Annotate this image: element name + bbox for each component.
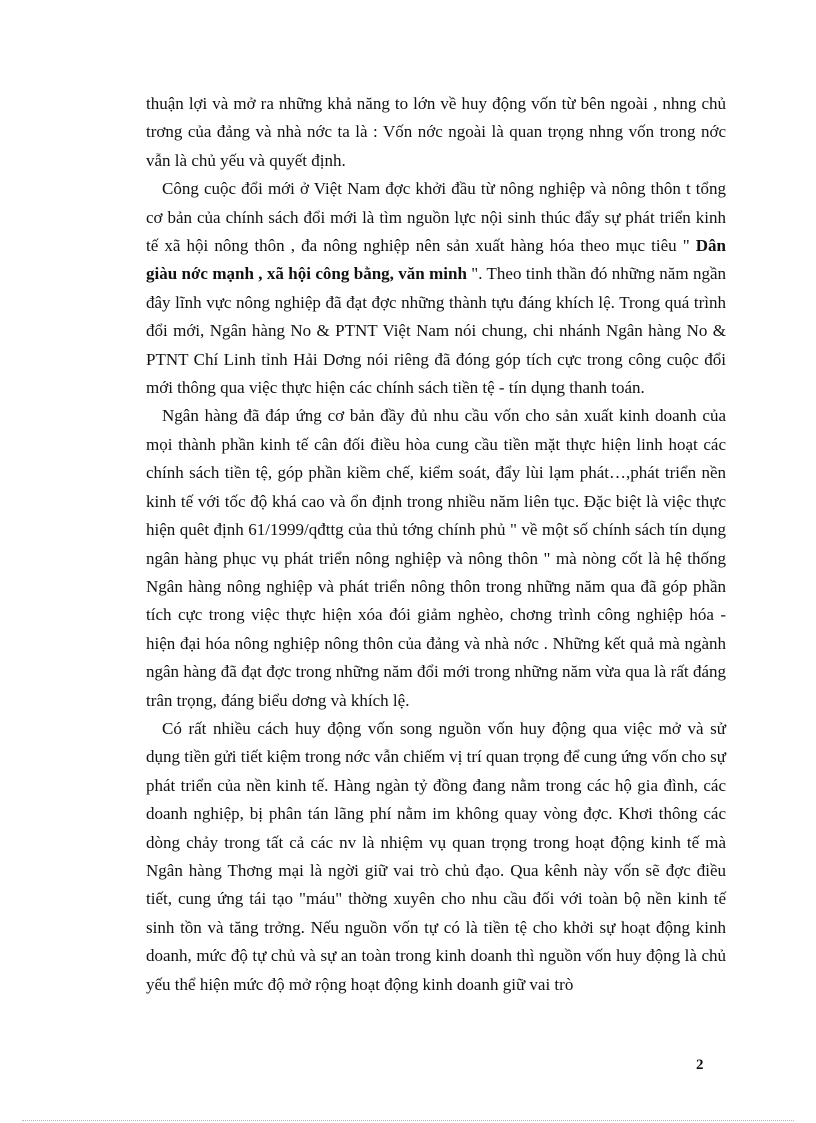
paragraph-4: Có rất nhiều cách huy động vốn song nguồn vốn huy động qua việc mở và sử dụng tiền gửi tiết kiệm trong nớc vẫn chiếm vị trí quan trọng để cung ứng vốn cho sự phát triển của nền kinh tế. Hàng ngàn tỷ đồng đang nằm trong các hộ gia đình, các doanh nghiệp, bị phân tán lãng phí nằm im không quay vòng đợc. Khơi thông các dòng chảy trong tất cả các nv là nhiệm vụ quan trọng trong hoạt động kinh tế mà Ngân hàng Thơng mại là ngời giữ vai trò chủ đạo. Qua kênh này vốn sẽ đợc điều tiết, cung ứng tái tạo "máu" thờng xuyên cho nhu cầu đối với toàn bộ nền kinh tế sinh tồn và tăng trởng. Nếu nguồn vốn tự có là tiền tệ cho khởi sự hoạt động kinh doanh, mức độ tự chủ và sự an toàn trong kinh doanh thì nguồn vốn huy động là chủ yếu thể hiện mức độ mở rộng hoạt động kinh doanh giữ vai trò xyxy=(146,718,726,994)
paragraph-2 xyxy=(146,175,726,402)
page-bottom-divider xyxy=(22,1120,794,1121)
paragraph-3: Ngân hàng đã đáp ứng cơ bản đầy đủ nhu cầu vốn cho sản xuất kinh doanh của mọi thành phần kinh tế cân đối điều hòa cung cầu tiền mặt thực hiện linh hoạt các chính sách tiền tệ, góp phần kiềm chế, kiểm soát, đẩy lùi lạm phát…,phát triển nền kinh tế với tốc độ khá cao và ổn định trong nhiều năm liên tục. Đặc biệt là việc thực hiện quêt định 61/1999/qđttg của thủ tớng chính phủ " về một số chính sách tín dụng ngân hàng phục vụ phát triển nông nghiệp và nông thôn " mà nòng cốt là hệ thống Ngân hàng nông nghiệp và phát triển nông thôn trong những năm qua đã góp phần tích cực trong việc thực hiện xóa đói giảm nghèo, chơng trình công nghiệp hóa - hiện đại hóa nông nghiệp nông thôn của đảng và nhà nớc . Những kết quả mà ngành ngân hàng đã đạt đợc trong những năm đổi mới trong những năm vừa qua là rất đáng trân trọng, đáng biểu dơng và khích lệ. xyxy=(146,406,726,710)
paragraph-1: thuận lợi và mở ra những khả năng to lớn về huy động vốn từ bên ngoài , nhng chủ trơng của đảng và nhà nớc ta là : Vốn nớc ngoài là quan trọng nhng vốn trong nớc vẫn là chủ yếu và quyết định. xyxy=(146,94,726,170)
paragraph-2-emphasis: Dân giàu nớc mạnh , xã hội công bằng, văn minh xyxy=(146,236,726,284)
paragraph-2-text-after: ". Theo tinh thần đó những năm ngần đây lĩnh vực nông nghiệp đã đạt đợc những thành tựu đáng khích lệ. Trong quá trình đổi mới, Ngân hàng No & PTNT Việt Nam nói chung, chi nhánh Ngân hàng No & PTNT Chí Linh tỉnh Hải Dơng nói riêng đã đóng góp tích cực trong công cuộc đổi mới thông qua việc thực hiện các chính sách tiền tệ - tín dụng thanh toán. xyxy=(146,264,726,398)
page-number: 2 xyxy=(696,1057,704,1073)
document-body xyxy=(146,90,726,999)
paragraph-2-text-before: Công cuộc đổi mới ở Việt Nam đợc khởi đầu từ nông nghiệp và nông thôn t tổng cơ bản của chính sách đổi mới là tìm nguồn lực nội sinh thúc đẩy sự phát triển kinh tế xã hội nông thôn , đa nông nghiệp nên sản xuất hàng hóa theo mục tiêu " xyxy=(146,179,726,256)
